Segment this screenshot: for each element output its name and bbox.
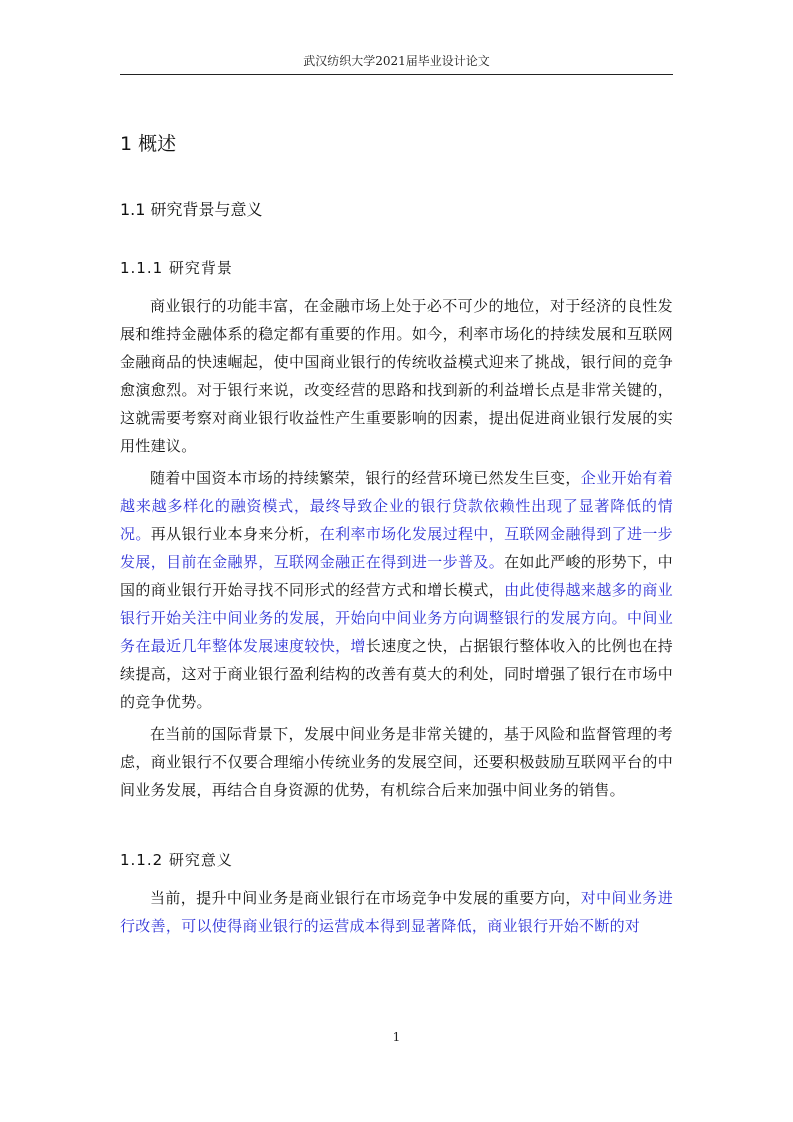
paragraph-text: 在如此严峻的形势下，中国的商业银行开始寻找不同形式的经营方式和增长模式， [120, 553, 673, 599]
highlighted-text: 对中间业务进行改善，可以使得商业银行的运营成本得到显著降低，商业银行开始不断的对 [120, 889, 673, 935]
paragraph [120, 884, 673, 940]
section-title: 1.1 研究背景与意义 [120, 200, 263, 219]
running-header: 武汉纺织大学2021届毕业设计论文 [120, 52, 673, 75]
paragraph [120, 464, 673, 716]
page-number: 1 [392, 1030, 401, 1044]
paragraph [120, 720, 673, 804]
highlighted-text: 由此使得越来越多的商业银行开始关注中间业务的发展，开始向中间业务方向调整银行的发展方向。中间业务在最近几年整体发展速度较快，增 [120, 581, 673, 655]
paragraph-text: 再从银行业本身来分析， [150, 525, 320, 543]
subsection-title-significance: 1.1.2 研究意义 [120, 851, 233, 869]
paragraph-text: 当前，提升中间业务是商业银行在市场竞争中发展的重要方向， [150, 889, 581, 907]
subsection-title-background: 1.1.1 研究背景 [120, 259, 233, 277]
paragraph-text: 在当前的国际背景下，发展中间业务是非常关键的，基于风险和监督管理的考虑，商业银行不仅要合理缩小传统业务的发展空间，还要积极鼓励互联网平台的中间业务发展，再结合自身资源的优势，有机综合后来加强中间业务的销售。 [120, 725, 673, 799]
page-body [120, 128, 673, 940]
chapter-title: 1 概述 [120, 133, 177, 155]
paragraph [120, 292, 673, 460]
paragraph-text: 长速度之快，占据银行整体收入的比例也在持续提高，这对于商业银行盈利结构的改善有莫大的利处，同时增强了银行在市场中的竞争优势。 [120, 637, 673, 711]
highlighted-text: 在利率市场化发展过程中，互联网金融得到了进一步发展，目前在金融界，互联网金融正在得到进一步普及。 [120, 525, 673, 571]
paragraph-text: 商业银行的功能丰富，在金融市场上处于必不可少的地位，对于经济的良性发展和维持金融体系的稳定都有重要的作用。如今，利率市场化的持续发展和互联网金融商品的快速崛起，使中国商业银行的传统收益模式迎来了挑战，银行间的竞争愈演愈烈。对于银行来说，改变经营的思路和找到新的利益增长点是非常关键的，这就需要考察对商业银行收益性产生重要影响的因素，提出促进商业银行发展的实用性建议。 [120, 297, 673, 455]
highlighted-text: 企业开始有着越来越多样化的融资模式，最终导致企业的银行贷款依赖性出现了显著降低的情况。 [120, 469, 673, 543]
paragraph-text: 随着中国资本市场的持续繁荣，银行的经营环境已然发生巨变， [150, 469, 581, 487]
